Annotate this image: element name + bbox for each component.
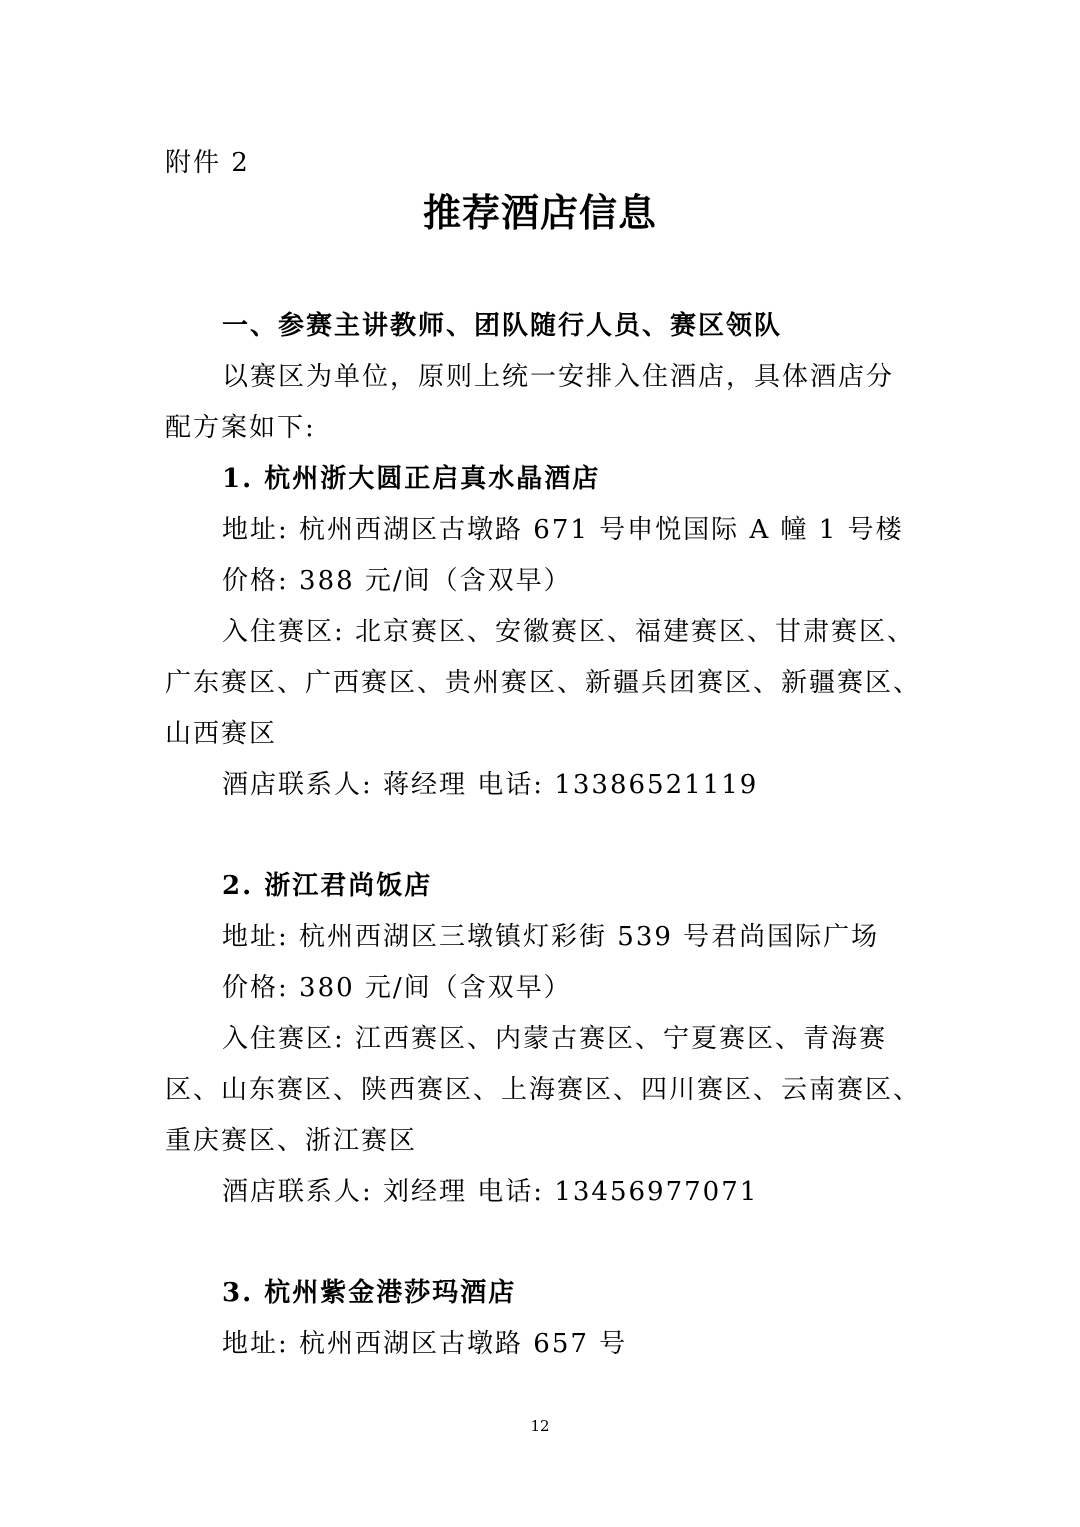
hotel-name: 3. 杭州紫金港莎玛酒店 xyxy=(222,1278,517,1308)
hotel-regions: 山西赛区 xyxy=(165,719,278,749)
hotel-name: 1. 杭州浙大圆正启真水晶酒店 xyxy=(222,464,601,494)
hotel-contact: 酒店联系人: 刘经理 电话: 13456977071 xyxy=(222,1177,759,1207)
hotel-price: 价格: 388 元/间（含双早） xyxy=(222,566,572,596)
hotel-regions: 广东赛区、广西赛区、贵州赛区、新疆兵团赛区、新疆赛区、 xyxy=(165,668,922,698)
hotel-regions: 入住赛区: 北京赛区、安徽赛区、福建赛区、甘肃赛区、 xyxy=(222,617,916,647)
hotel-regions: 区、山东赛区、陕西赛区、上海赛区、四川赛区、云南赛区、 xyxy=(165,1075,922,1105)
hotel-regions: 重庆赛区、浙江赛区 xyxy=(165,1126,418,1156)
intro-text: 以赛区为单位，原则上统一安排入住酒店，具体酒店分 xyxy=(222,362,895,392)
page-title: 推荐酒店信息 xyxy=(422,191,657,235)
attachment-label: 附件 2 xyxy=(165,148,250,178)
hotel-price: 价格: 380 元/间（含双早） xyxy=(222,973,572,1003)
hotel-contact: 酒店联系人: 蒋经理 电话: 13386521119 xyxy=(222,770,759,800)
section-heading: 一、参赛主讲教师、团队随行人员、赛区领队 xyxy=(222,311,783,341)
intro-text: 配方案如下: xyxy=(165,413,316,443)
hotel-address: 地址: 杭州西湖区古墩路 657 号 xyxy=(222,1329,628,1359)
hotel-name: 2. 浙江君尚饭店 xyxy=(222,871,433,901)
hotel-address: 地址: 杭州西湖区古墩路 671 号申悦国际 A 幢 1 号楼 xyxy=(222,515,904,545)
page-number: 12 xyxy=(530,1417,550,1435)
hotel-address: 地址: 杭州西湖区三墩镇灯彩街 539 号君尚国际广场 xyxy=(222,922,880,952)
hotel-regions: 入住赛区: 江西赛区、内蒙古赛区、宁夏赛区、青海赛 xyxy=(222,1024,888,1054)
